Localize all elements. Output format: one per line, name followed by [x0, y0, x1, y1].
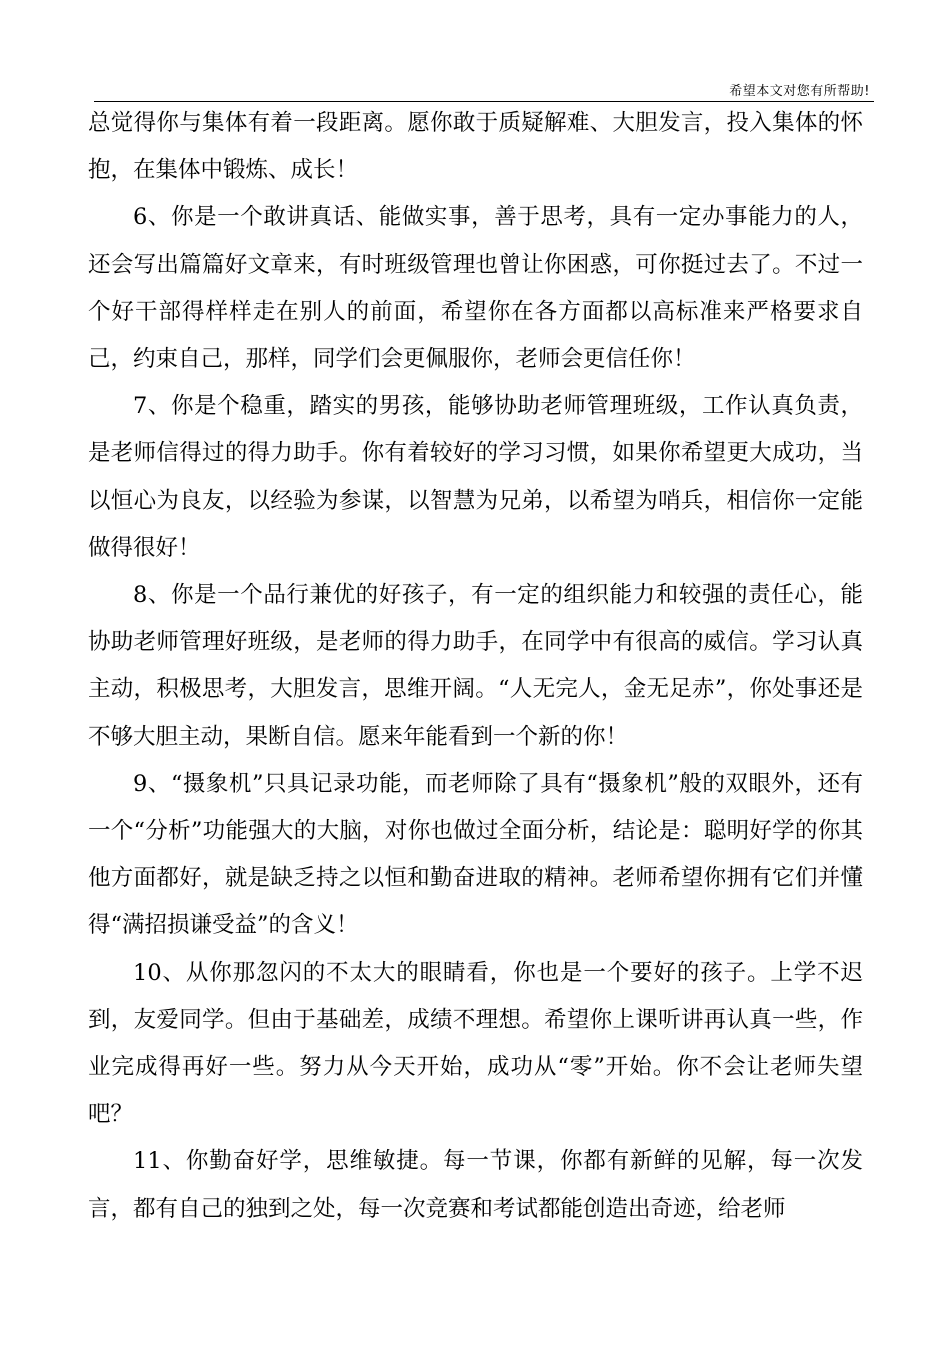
paragraph-10: 10、从你那忽闪的不太大的眼睛看，你也是一个要好的孩子。上学不迟到，友爱同学。但由于基础差，成绩不理想。希望你上课听讲再认真一些，作业完成得再好一些。努力从今天开始，成功从“零”开始。你不会让老师失望吧？ — [88, 959, 863, 1128]
paragraph-6: 6、你是一个敢讲真话、能做实事，善于思考，具有一定办事能力的人，还会写出篇篇好文章来，有时班级管理也曾让你困惑，可你挺过去了。不过一个好干部得样样走在别人的前面，希望你在各方面都以高标准来严格要求自己，约束自己，那样，同学们会更佩服你，老师会更信任你！ — [88, 204, 863, 373]
paragraph-continuation: 总觉得你与集体有着一段距离。愿你敢于质疑解难、大胆发言，投入集体的怀抱，在集体中锻炼、成长！ — [88, 110, 863, 184]
paragraph-7: 7、你是个稳重，踏实的男孩，能够协助老师管理班级，工作认真负责，是老师信得过的得力助手。你有着较好的学习习惯，如果你希望更大成功，当以恒心为良友，以经验为参谋，以智慧为兄弟，以希望为哨兵，相信你一定能做得很好！ — [88, 393, 863, 561]
paragraph-11: 11、你勤奋好学，思维敏捷。每一节课，你都有新鲜的见解，每一次发言，都有自己的独到之处，每一次竞赛和考试都能创造出奇迹，给老师 — [88, 1148, 863, 1222]
document-body — [88, 100, 863, 1233]
paragraph-8: 8、你是一个品行兼优的好孩子，有一定的组织能力和较强的责任心，能协助老师管理好班级，是老师的得力助手，在同学中有很高的威信。学习认真主动，积极思考，大胆发言，思维开阔。“人无完人，金无足赤”，你处事还是不够大胆主动，果断自信。愿来年能看到一个新的你！ — [88, 582, 863, 750]
page-header: 希望本文对您有所帮助! — [729, 84, 870, 99]
paragraph-9: 9、“摄象机”只具记录功能，而老师除了具有“摄象机”般的双眼外，还有一个“分析”功能强大的大脑，对你也做过全面分析，结论是：聪明好学的你其他方面都好，就是缺乏持之以恒和勤奋进取的精神。老师希望你拥有它们并懂得“满招损谦受益”的含义！ — [88, 770, 863, 939]
